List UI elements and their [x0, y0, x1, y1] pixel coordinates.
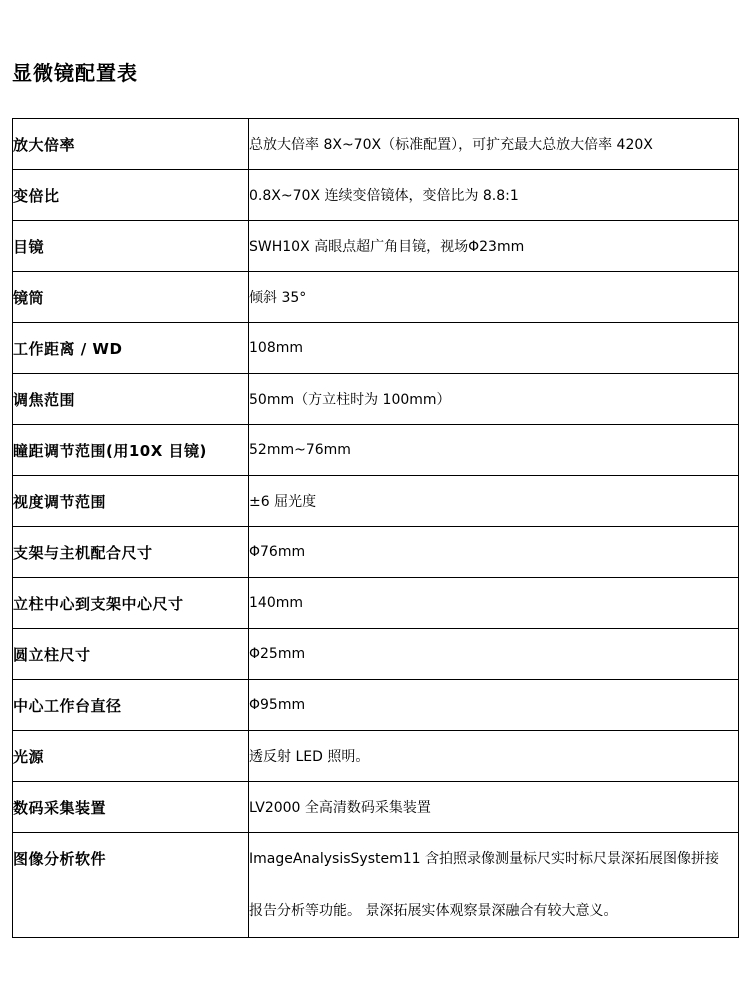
spec-value: SWH10X 高眼点超广角目镜，视场Φ23mm — [249, 221, 739, 272]
spec-value: 透反射 LED 照明。 — [249, 731, 739, 782]
table-row-working-distance — [13, 323, 739, 374]
spec-value-line-1: ImageAnalysisSystem11 含拍照录像测量标尺实时标尺景深拓展图像拼接 — [249, 851, 719, 867]
table-row-stage-diameter — [13, 680, 739, 731]
spec-value: Φ95mm — [249, 680, 739, 731]
spec-value: Φ25mm — [249, 629, 739, 680]
spec-label: 镜筒 — [13, 272, 249, 323]
table-row-light-source — [13, 731, 739, 782]
spec-label: 目镜 — [13, 221, 249, 272]
spec-value: ±6 屈光度 — [249, 476, 739, 527]
table-row-digital-capture — [13, 782, 739, 833]
spec-label: 瞳距调节范围(用10X 目镜) — [13, 425, 249, 476]
spec-value: 50mm（方立柱时为 100mm） — [249, 374, 739, 425]
spec-label: 圆立柱尺寸 — [13, 629, 249, 680]
spec-value — [249, 833, 739, 938]
table-row-image-analysis-software — [13, 833, 739, 938]
page-title: 显微镜配置表 — [12, 61, 138, 85]
spec-label: 光源 — [13, 731, 249, 782]
spec-label: 数码采集装置 — [13, 782, 249, 833]
table-row-interpupillary-range — [13, 425, 739, 476]
table-row-tube — [13, 272, 739, 323]
spec-label: 立柱中心到支架中心尺寸 — [13, 578, 249, 629]
spec-label: 支架与主机配合尺寸 — [13, 527, 249, 578]
spec-value: 108mm — [249, 323, 739, 374]
table-row-magnification — [13, 119, 739, 170]
table-row-diopter-range — [13, 476, 739, 527]
spec-value: Φ76mm — [249, 527, 739, 578]
spec-value: 0.8X~70X 连续变倍镜体，变倍比为 8.8:1 — [249, 170, 739, 221]
spec-table-body — [13, 119, 739, 938]
table-row-eyepiece — [13, 221, 739, 272]
spec-table — [12, 118, 739, 938]
spec-label: 视度调节范围 — [13, 476, 249, 527]
spec-value: 52mm~76mm — [249, 425, 739, 476]
spec-value: 倾斜 35° — [249, 272, 739, 323]
table-row-column-to-stand-center — [13, 578, 739, 629]
spec-label: 工作距离 / WD — [13, 323, 249, 374]
spec-label: 变倍比 — [13, 170, 249, 221]
spec-label: 调焦范围 — [13, 374, 249, 425]
spec-label: 图像分析软件 — [13, 833, 249, 938]
spec-value-line-2: 报告分析等功能。 景深拓展实体观察景深融合有较大意义。 — [249, 903, 618, 919]
spec-label: 放大倍率 — [13, 119, 249, 170]
table-row-focus-range — [13, 374, 739, 425]
spec-value: LV2000 全高清数码采集装置 — [249, 782, 739, 833]
spec-value: 140mm — [249, 578, 739, 629]
spec-value: 总放大倍率 8X~70X（标准配置），可扩充最大总放大倍率 420X — [249, 119, 739, 170]
spec-label: 中心工作台直径 — [13, 680, 249, 731]
table-row-zoom-ratio — [13, 170, 739, 221]
table-row-stand-fit-size — [13, 527, 739, 578]
table-row-round-column-size — [13, 629, 739, 680]
